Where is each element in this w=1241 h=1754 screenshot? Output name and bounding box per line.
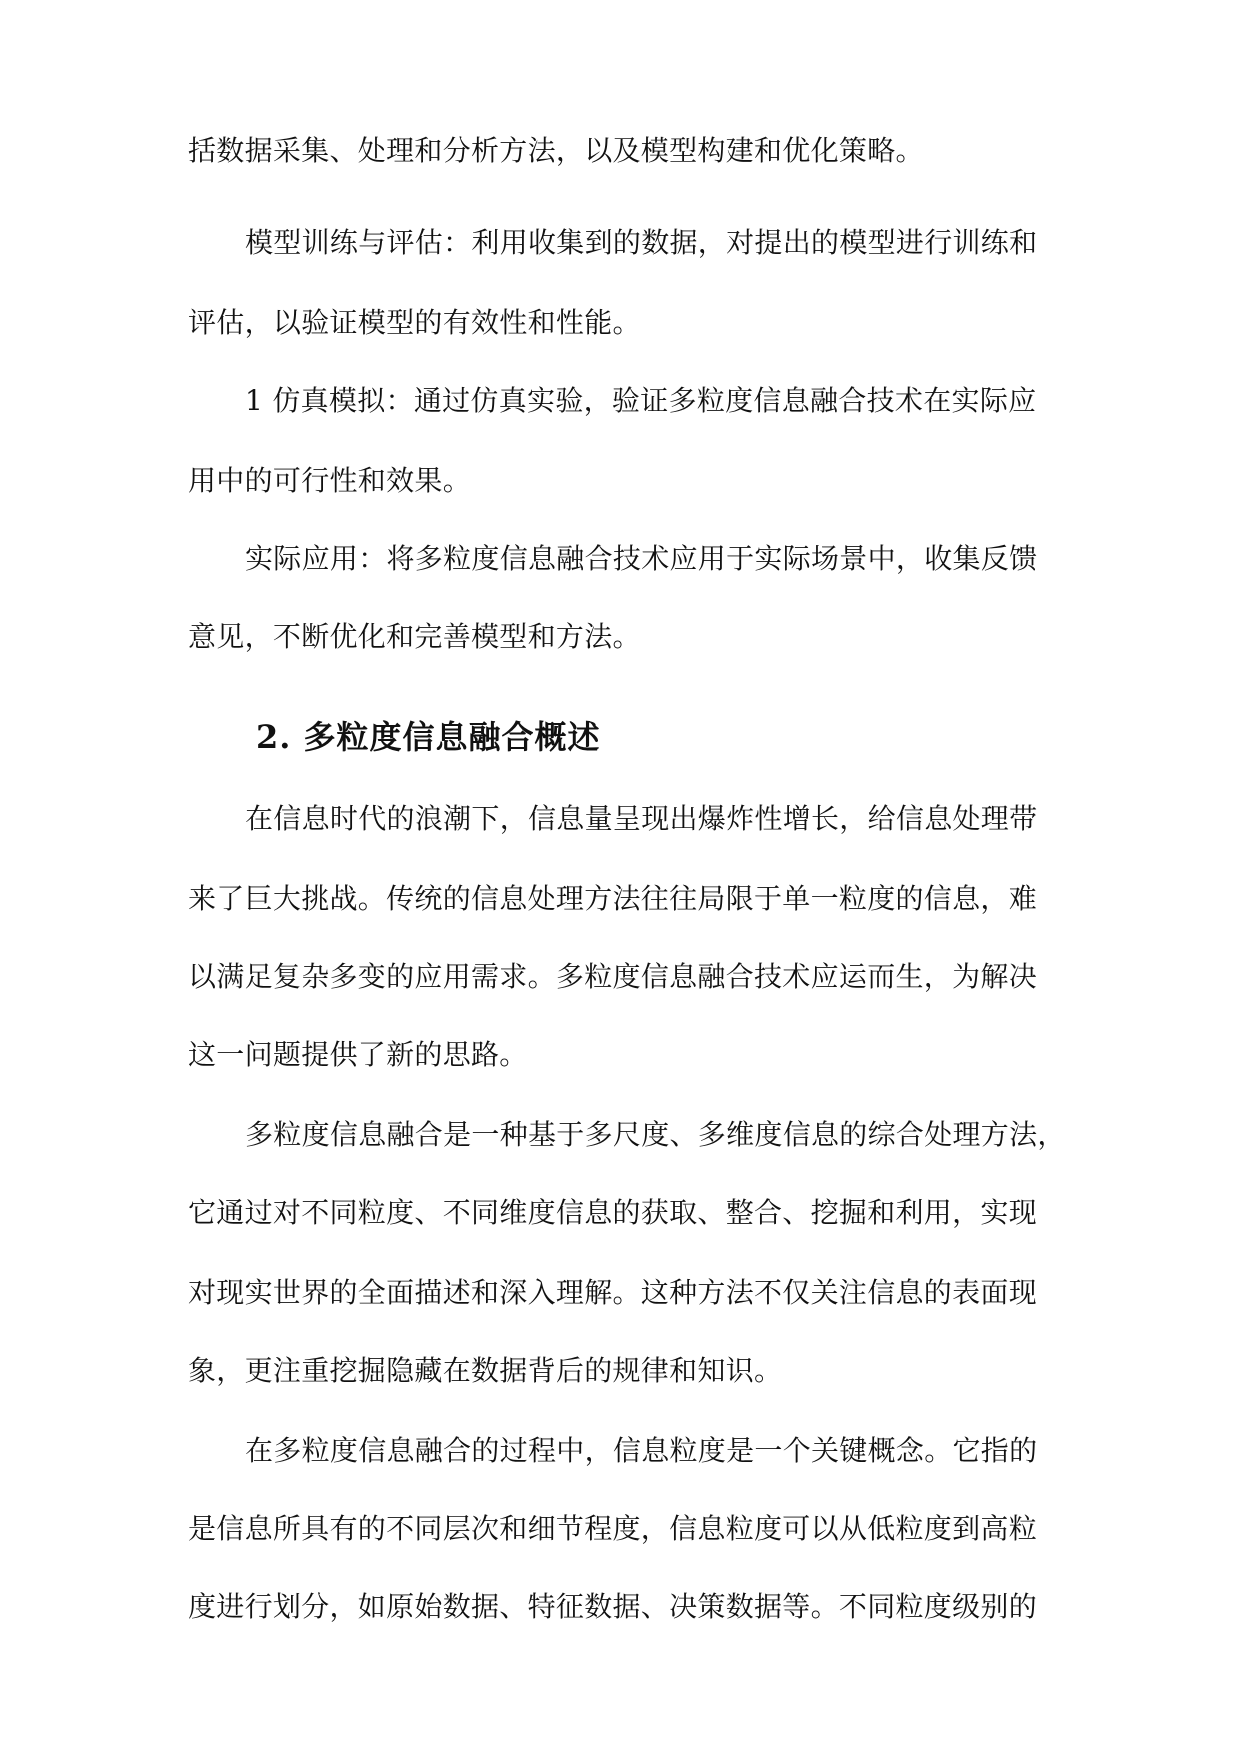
paragraph-line: 度进行划分，如原始数据、特征数据、决策数据等。不同粒度级别的 (188, 1590, 1038, 1623)
paragraph-line: 来了巨大挑战。传统的信息处理方法往往局限于单一粒度的信息，难 (188, 882, 1038, 915)
paragraph-line: 意见，不断优化和完善模型和方法。 (188, 620, 641, 653)
paragraph-line: 模型训练与评估：利用收集到的数据，对提出的模型进行训练和 (245, 226, 1038, 259)
paragraph-line: 多粒度信息融合是一种基于多尺度、多维度信息的综合处理方法， (245, 1118, 1066, 1151)
paragraph-line: 象，更注重挖掘隐藏在数据背后的规律和知识。 (188, 1354, 783, 1387)
paragraph-line: 以满足复杂多变的应用需求。多粒度信息融合技术应运而生，为解决 (188, 960, 1038, 993)
paragraph-line: 1 仿真模拟：通过仿真实验，验证多粒度信息融合技术在实际应 (245, 384, 1037, 417)
paragraph-line: 评估，以验证模型的有效性和性能。 (188, 306, 641, 339)
paragraph-line: 在信息时代的浪潮下，信息量呈现出爆炸性增长，给信息处理带 (245, 802, 1038, 835)
paragraph-line: 用中的可行性和效果。 (188, 464, 472, 497)
paragraph-line: 这一问题提供了新的思路。 (188, 1038, 528, 1071)
paragraph-line: 是信息所具有的不同层次和细节程度，信息粒度可以从低粒度到高粒 (188, 1512, 1038, 1545)
paragraph-line: 实际应用：将多粒度信息融合技术应用于实际场景中，收集反馈 (245, 542, 1038, 575)
paragraph-line: 在多粒度信息融合的过程中，信息粒度是一个关键概念。它指的 (245, 1434, 1038, 1467)
paragraph-line: 它通过对不同粒度、不同维度信息的获取、整合、挖掘和利用，实现 (188, 1196, 1038, 1229)
section-heading: 2. 多粒度信息融合概述 (256, 718, 601, 756)
paragraph-line: 对现实世界的全面描述和深入理解。这种方法不仅关注信息的表面现 (188, 1276, 1038, 1309)
paragraph-line: 括数据采集、处理和分析方法，以及模型构建和优化策略。 (188, 134, 924, 167)
